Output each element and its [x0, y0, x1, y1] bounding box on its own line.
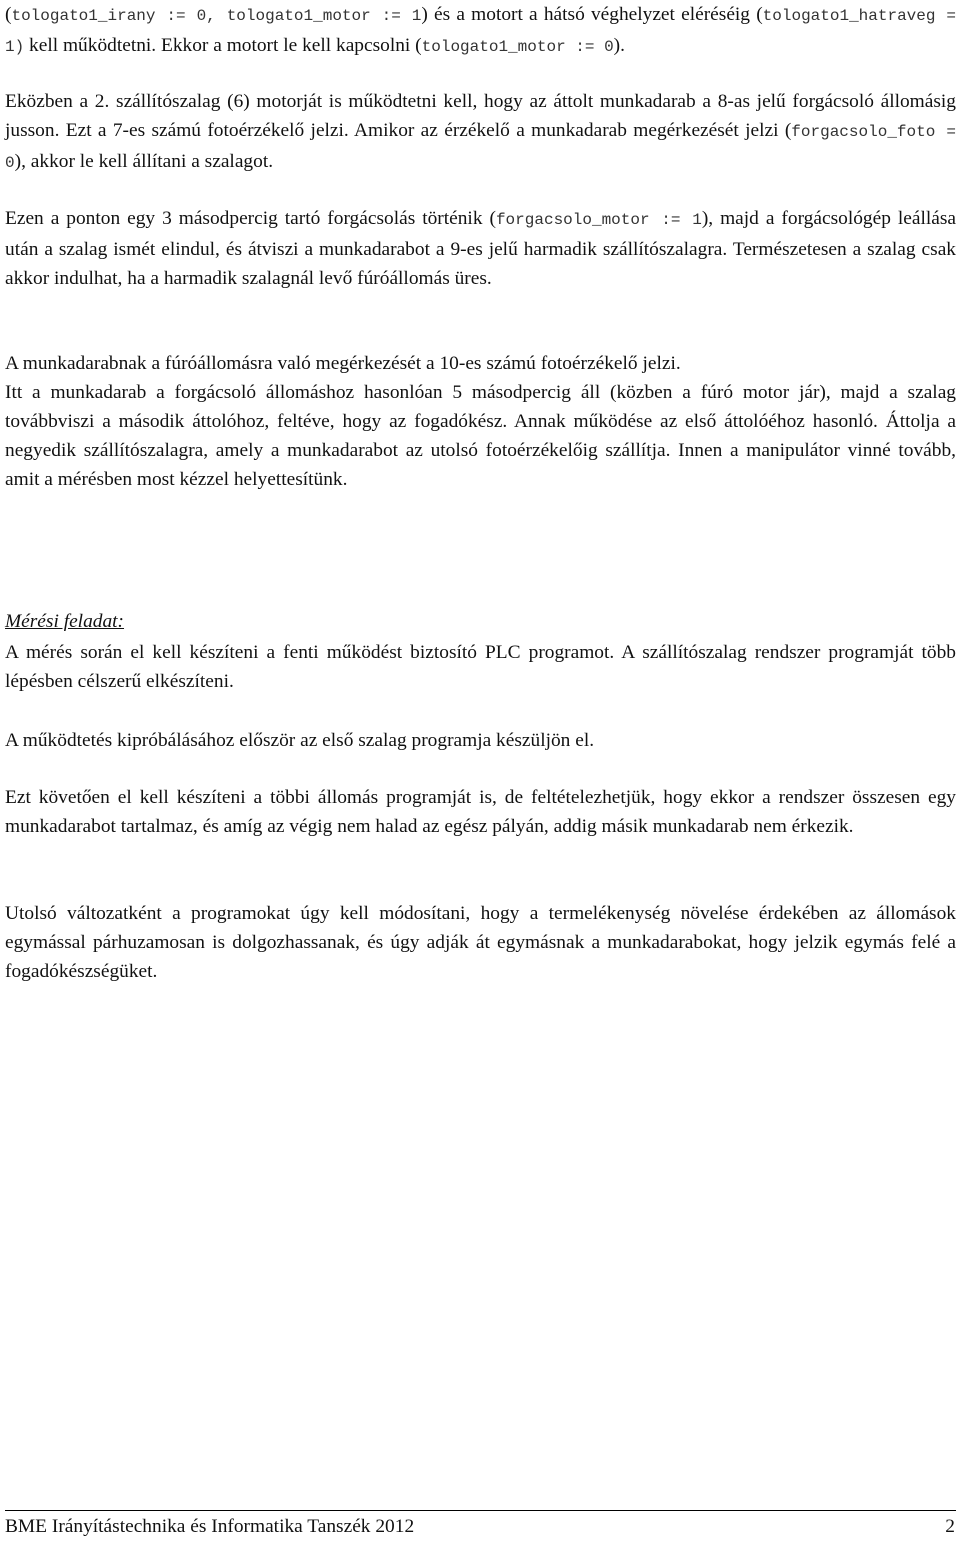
code-snippet: tologato1_hatraveg = 1) — [5, 7, 957, 56]
code-snippet: tologato1_irany := 0, tologato1_motor := 1 — [11, 7, 422, 25]
paragraph-machining — [5, 204, 956, 293]
code-snippet: forgacsolo_motor := 1 — [495, 211, 702, 229]
text-segment: ( — [5, 4, 12, 25]
paragraph-other-stations: Ezt követően el kell készíteni a többi állomás programját is, de feltételezhetjük, hogy ekkor a rendszer összesen egy munkadarabot tartalmaz, és amíg az végig nem halad az egész pályán, addig másik munkadarab nem érkezik. — [5, 787, 956, 837]
paragraph-drilling-station: Itt a munkadarab a forgácsoló állomáshoz hasonlóan 5 másodpercig áll (közben a fúró motor jár), majd a szalag továbbviszi a második áttolóhoz, feltéve, hogy az fogadókész. Annak működése az első áttolóéhoz hasonló. Áttolja a negyedik szállítószalagra, amely a munkadarabot az utolsó fotoérzékelőig szállítja. Innen a manipulátor vinné tovább, amit a mérésben most kézzel helyettesítünk. — [5, 382, 956, 490]
text-segment: ) és a motort a hátsó véghelyzet eléréséig ( — [421, 4, 763, 25]
code-snippet: tologato1_motor := 0 — [421, 38, 614, 56]
paragraph-tologato-motor — [5, 0, 956, 62]
footer-institution: BME Irányítástechnika és Informatika Tanszék 2012 — [5, 1516, 415, 1537]
page-number: 2 — [945, 1516, 955, 1537]
paragraph-task: A mérés során el kell készíteni a fenti működést biztosító PLC programot. A szállítószalag rendszer programját több lépésben célszerű elkészíteni. — [5, 642, 956, 692]
section-heading: Mérési feladat: — [5, 611, 125, 632]
text-segment: Eközben a 2. szállítószalag (6) motorját is működtetni kell, hogy az áttolt munkadarab a 8-as jelű forgácsoló állomásig jusson. Ezt a 7-es számú fotoérzékelő jelzi. Amikor az érzékelő a munkadarab megérkezését jelzi ( — [5, 91, 956, 141]
paragraph-final-version: Utolsó változatként a programokat úgy kell módosítani, hogy a termelékenység növelése érdekében az állomások egymással párhuzamosan is dolgozhassanak, és úgy adják át egymásnak a munkadarabokat, hogy jelzik egymás felé a fogadókészségüket. — [5, 903, 956, 982]
paragraph-first-belt: A működtetés kipróbálásához először az első szalag programja készüljön el. — [5, 730, 595, 751]
text-segment: ), akkor le kell állítani a szalagot. — [14, 151, 274, 172]
text-segment: ). — [613, 35, 625, 56]
paragraph-second-conveyor — [5, 87, 956, 178]
text-segment: Ezen a ponton egy 3 másodpercig tartó forgácsolás történik ( — [5, 208, 496, 229]
paragraph-drilling-arrival: A munkadarabnak a fúróállomásra való megérkezését a 10-es számú fotoérzékelő jelzi. — [5, 353, 681, 374]
footer-divider — [5, 1510, 956, 1511]
text-segment: kell működtetni. Ekkor a motort le kell kapcsolni ( — [24, 35, 422, 56]
code-snippet: forgacsolo_foto = 0 — [5, 123, 957, 172]
text-segment: ), majd a forgácsológép leállása után a szalag ismét elindul, és átviszi a munkadarabot a 9-es jelű harmadik szállítószalagra. Természetesen a szalag csak akkor indulhat, ha a harmadik szalagnál levő fúróállomás üres. — [5, 208, 956, 289]
